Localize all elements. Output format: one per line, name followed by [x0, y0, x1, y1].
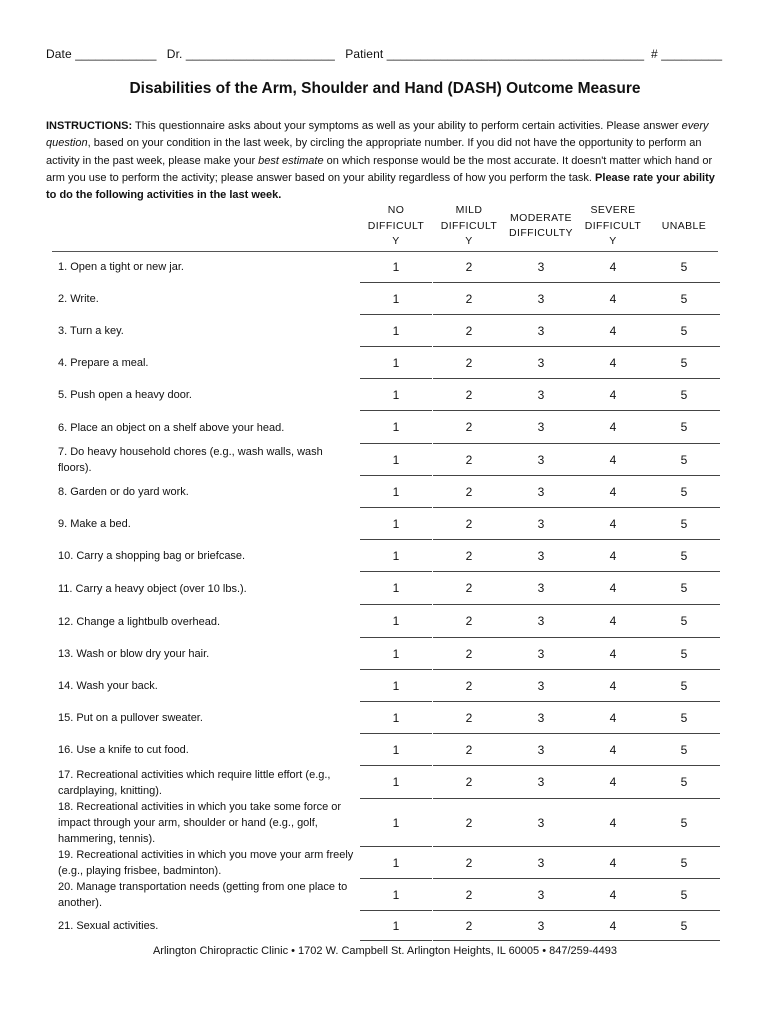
question-row	[52, 670, 718, 702]
instructions-emphasis-1: every question	[46, 120, 709, 150]
rating-option-5[interactable]: 5	[648, 347, 720, 379]
rating-option-2[interactable]: 2	[433, 347, 505, 379]
rating-option-5[interactable]: 5	[648, 734, 720, 766]
column-header-2	[429, 203, 509, 250]
column-header-line: Y	[609, 235, 617, 247]
question-text: 20. Manage transportation needs (getting from one place to another).	[58, 881, 348, 909]
rating-option-5[interactable]: 5	[648, 572, 720, 605]
question-row	[52, 638, 718, 670]
rating-option-3[interactable]: 3	[505, 315, 577, 347]
rating-option-5[interactable]: 5	[648, 879, 720, 911]
rating-option-3[interactable]: 3	[505, 508, 577, 540]
instructions-emphasis-2: best estimate	[258, 154, 324, 167]
rating-option-1[interactable]: 1	[360, 444, 432, 476]
question-row	[52, 315, 718, 347]
question-row	[52, 766, 718, 799]
column-header-line: SEVERE	[590, 204, 636, 216]
rating-option-5[interactable]: 5	[648, 911, 720, 941]
question-text: 6. Place an object on a shelf above your head.	[58, 421, 285, 434]
rating-option-1[interactable]: 1	[360, 879, 432, 911]
rating-option-4[interactable]: 4	[577, 379, 649, 411]
column-header-5	[644, 219, 724, 235]
instructions-rating-prompt: Please rate your ability to do the following activities in the last week.	[46, 171, 715, 202]
rating-option-4[interactable]: 4	[577, 766, 649, 799]
rating-option-1[interactable]: 1	[360, 411, 432, 444]
rating-option-4[interactable]: 4	[577, 911, 649, 941]
rating-option-3[interactable]: 3	[505, 572, 577, 605]
column-header-line: MILD	[455, 204, 483, 216]
question-text: 1. Open a tight or new jar.	[58, 261, 184, 273]
rating-option-2[interactable]: 2	[433, 315, 505, 347]
rating-option-4[interactable]: 4	[577, 670, 649, 702]
rating-option-4[interactable]: 4	[577, 540, 649, 572]
rating-option-4[interactable]: 4	[577, 638, 649, 670]
rating-option-4[interactable]: 4	[577, 702, 649, 734]
rating-option-5[interactable]: 5	[648, 444, 720, 476]
rating-option-4[interactable]: 4	[577, 444, 649, 476]
rating-option-5[interactable]: 5	[648, 799, 720, 847]
question-text: 19. Recreational activities in which you move your arm freely (e.g., playing frisbee, badminton).	[58, 849, 354, 877]
rating-option-3[interactable]: 3	[505, 347, 577, 379]
question-text: 15. Put on a pullover sweater.	[58, 712, 203, 724]
rating-option-2[interactable]: 2	[433, 251, 505, 283]
rating-option-2[interactable]: 2	[433, 670, 505, 702]
question-row	[52, 702, 718, 734]
instructions-text-2: , based on your condition in the last week, by circling the appropriate number. If you did not have the opportunity to perform an activity in the past week, please make your	[46, 137, 702, 167]
number-field[interactable]: _________	[661, 47, 723, 61]
rating-option-2[interactable]: 2	[433, 911, 505, 941]
date-label: Date	[46, 47, 72, 61]
rating-option-5[interactable]: 5	[648, 508, 720, 540]
instructions	[46, 118, 722, 204]
rating-option-5[interactable]: 5	[648, 766, 720, 799]
question-row	[52, 444, 718, 476]
rating-option-2[interactable]: 2	[433, 766, 505, 799]
rating-option-3[interactable]: 3	[505, 411, 577, 444]
question-text: 10. Carry a shopping bag or briefcase.	[58, 550, 246, 562]
question-row	[52, 572, 718, 605]
question-text: 18. Recreational activities in which you take some force or impact through your arm, shoulder or hand (e.g., golf, hammering, tennis).	[58, 801, 342, 845]
question-row	[52, 347, 718, 379]
rating-option-3[interactable]: 3	[505, 638, 577, 670]
question-row	[52, 251, 718, 283]
question-text: 11. Carry a heavy object (over 10 lbs.).	[58, 582, 247, 595]
column-header-line: MODERATE	[510, 211, 572, 224]
rating-option-3[interactable]: 3	[505, 734, 577, 766]
rating-option-2[interactable]: 2	[433, 540, 505, 572]
rating-option-4[interactable]: 4	[577, 847, 649, 879]
rating-option-1[interactable]: 1	[360, 766, 432, 799]
rating-option-1[interactable]: 1	[360, 702, 432, 734]
rating-option-3[interactable]: 3	[505, 702, 577, 734]
number-label: #	[651, 47, 658, 61]
column-header-line: Y	[392, 235, 400, 247]
rating-option-5[interactable]: 5	[648, 251, 720, 283]
rating-option-3[interactable]: 3	[505, 283, 577, 315]
rating-option-5[interactable]: 5	[648, 638, 720, 670]
rating-option-4[interactable]: 4	[577, 879, 649, 911]
rating-option-5[interactable]: 5	[648, 605, 720, 638]
rating-option-5[interactable]: 5	[648, 379, 720, 411]
instructions-label: INSTRUCTIONS:	[46, 120, 133, 132]
rating-option-2[interactable]: 2	[433, 879, 505, 911]
rating-option-3[interactable]: 3	[505, 444, 577, 476]
question-text: 12. Change a lightbulb overhead.	[58, 615, 221, 628]
date-field[interactable]: ____________	[75, 47, 157, 61]
rating-option-4[interactable]: 4	[577, 799, 649, 847]
rating-option-5[interactable]: 5	[648, 702, 720, 734]
rating-option-2[interactable]: 2	[433, 283, 505, 315]
question-row	[52, 283, 718, 315]
rating-option-3[interactable]: 3	[505, 879, 577, 911]
rating-option-2[interactable]: 2	[433, 702, 505, 734]
question-row	[52, 379, 718, 411]
rating-option-5[interactable]: 5	[648, 847, 720, 879]
rating-option-4[interactable]: 4	[577, 315, 649, 347]
rating-option-2[interactable]: 2	[433, 605, 505, 638]
rating-option-4[interactable]: 4	[577, 251, 649, 283]
question-row	[52, 508, 718, 540]
rating-option-1[interactable]: 1	[360, 670, 432, 702]
rating-option-2[interactable]: 2	[433, 847, 505, 879]
rating-option-1[interactable]: 1	[360, 379, 432, 411]
question-text: 8. Garden or do yard work.	[58, 486, 189, 498]
rating-option-1[interactable]: 1	[360, 572, 432, 605]
column-header-line: Y	[465, 235, 473, 247]
rating-option-5[interactable]: 5	[648, 411, 720, 444]
column-header-1	[356, 203, 436, 250]
question-text: 7. Do heavy household chores (e.g., wash walls, wash floors).	[58, 446, 323, 474]
question-row	[52, 540, 718, 572]
rating-option-1[interactable]: 1	[360, 847, 432, 879]
column-header-4	[573, 203, 653, 250]
rating-option-5[interactable]: 5	[648, 540, 720, 572]
rating-option-3[interactable]: 3	[505, 251, 577, 283]
question-row	[52, 879, 718, 911]
question-row	[52, 847, 718, 879]
question-row	[52, 476, 718, 508]
rating-option-4[interactable]: 4	[577, 508, 649, 540]
question-row	[52, 799, 718, 847]
question-text: 17. Recreational activities which require little effort (e.g., cardplaying, knitting).	[58, 768, 331, 797]
question-row	[52, 411, 718, 444]
patient-info-line	[46, 47, 723, 61]
column-header-line: UNABLE	[661, 219, 707, 232]
rating-option-3[interactable]: 3	[505, 540, 577, 572]
instructions-text-3: on which response would be the most accurate. It doesn't matter which hand or arm you use to perform the activity; please answer based on your ability regardless of how you perform the task.	[46, 154, 713, 184]
rating-option-1[interactable]: 1	[360, 251, 432, 283]
rating-option-1[interactable]: 1	[360, 911, 432, 941]
doctor-field[interactable]: ______________________	[185, 47, 335, 61]
column-header-line: NO	[387, 204, 405, 216]
patient-label: Patient	[345, 47, 384, 61]
rating-option-1[interactable]: 1	[360, 638, 432, 670]
rating-option-3[interactable]: 3	[505, 766, 577, 799]
question-text: 5. Push open a heavy door.	[58, 389, 192, 401]
question-text: 14. Wash your back.	[58, 680, 158, 692]
doctor-label: Dr.	[166, 47, 183, 61]
rating-option-1[interactable]: 1	[360, 347, 432, 379]
rating-option-2[interactable]: 2	[433, 734, 505, 766]
rating-option-5[interactable]: 5	[648, 283, 720, 315]
rating-option-1[interactable]: 1	[360, 734, 432, 766]
rating-option-1[interactable]: 1	[360, 540, 432, 572]
rating-option-2[interactable]: 2	[433, 508, 505, 540]
rating-option-4[interactable]: 4	[577, 734, 649, 766]
rating-option-4[interactable]: 4	[577, 411, 649, 444]
rating-option-4[interactable]: 4	[577, 347, 649, 379]
rating-option-2[interactable]: 2	[433, 444, 505, 476]
column-header-line: DIFFICULTY	[509, 227, 573, 240]
rating-option-1[interactable]: 1	[360, 508, 432, 540]
rating-option-1[interactable]: 1	[360, 315, 432, 347]
question-row	[52, 734, 718, 766]
question-text: 21. Sexual activities.	[58, 920, 159, 932]
rating-option-3[interactable]: 3	[505, 799, 577, 847]
question-text: 9. Make a bed.	[58, 518, 131, 530]
question-row	[52, 605, 718, 638]
column-header-line: DIFFICULT	[367, 219, 425, 232]
question-row	[52, 911, 718, 941]
rating-option-4[interactable]: 4	[577, 476, 649, 508]
column-header-line: DIFFICULT	[440, 219, 498, 232]
question-text: 2. Write.	[58, 293, 99, 305]
rating-option-2[interactable]: 2	[433, 476, 505, 508]
rating-option-2[interactable]: 2	[433, 379, 505, 411]
rating-option-3[interactable]: 3	[505, 847, 577, 879]
question-text: 3. Turn a key.	[58, 325, 124, 337]
column-header-3	[501, 211, 581, 242]
rating-option-3[interactable]: 3	[505, 476, 577, 508]
question-text: 4. Prepare a meal.	[58, 357, 149, 369]
rating-option-4[interactable]: 4	[577, 605, 649, 638]
rating-option-5[interactable]: 5	[648, 476, 720, 508]
rating-option-3[interactable]: 3	[505, 670, 577, 702]
column-header-line: DIFFICULT	[584, 219, 642, 232]
rating-option-5[interactable]: 5	[648, 670, 720, 702]
rating-option-2[interactable]: 2	[433, 799, 505, 847]
rating-option-2[interactable]: 2	[433, 638, 505, 670]
rating-option-2[interactable]: 2	[433, 572, 505, 605]
rating-option-2[interactable]: 2	[433, 411, 505, 444]
rating-option-1[interactable]: 1	[360, 283, 432, 315]
rating-option-5[interactable]: 5	[648, 315, 720, 347]
rating-option-1[interactable]: 1	[360, 476, 432, 508]
rating-option-3[interactable]: 3	[505, 911, 577, 941]
patient-field[interactable]: ______________________________________	[386, 47, 645, 61]
question-text: 13. Wash or blow dry your hair.	[58, 648, 210, 660]
rating-option-1[interactable]: 1	[360, 799, 432, 847]
instructions-text-1: This questionnaire asks about your symptoms as well as your ability to perform certain activities. Please answer	[132, 120, 682, 132]
page-title: Disabilities of the Arm, Shoulder and Hand (DASH) Outcome Measure	[129, 80, 641, 97]
rating-option-1[interactable]: 1	[360, 605, 432, 638]
rating-option-4[interactable]: 4	[577, 572, 649, 605]
question-text: 16. Use a knife to cut food.	[58, 744, 189, 756]
rating-option-3[interactable]: 3	[505, 379, 577, 411]
rating-option-4[interactable]: 4	[577, 283, 649, 315]
rating-option-3[interactable]: 3	[505, 605, 577, 638]
footer-address: Arlington Chiropractic Clinic • 1702 W. Campbell St. Arlington Heights, IL 60005 • 847/259-4493	[152, 945, 618, 957]
